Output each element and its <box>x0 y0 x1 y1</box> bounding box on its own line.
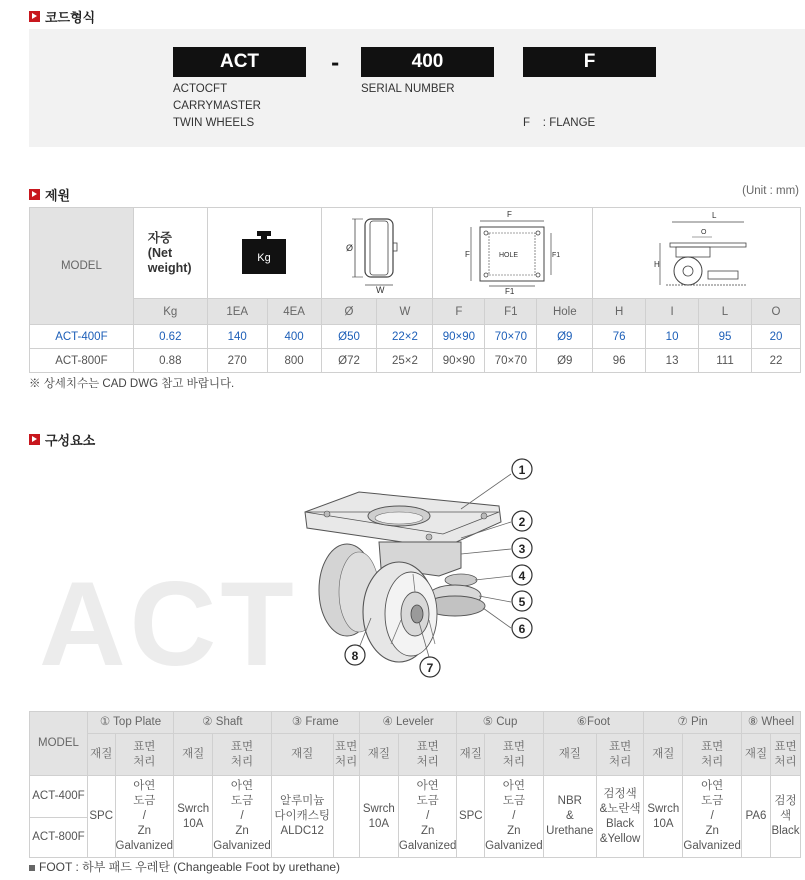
code-line: CARRYMASTER <box>173 100 261 112</box>
weight-header: 자중 (Net weight) <box>133 208 207 299</box>
group-pin: ⑦ Pin <box>644 712 742 734</box>
svg-text:4: 4 <box>518 569 526 583</box>
pin-surface: 아연 도금 / Zn Galvanized <box>683 776 742 858</box>
foot-note <box>29 858 340 875</box>
flange-dimension-diagram <box>463 209 563 295</box>
section-arrow-icon <box>29 189 40 200</box>
sub-surface: 표면 처리 <box>213 734 272 776</box>
watermark: ACT <box>39 557 298 691</box>
cup-material: SPC <box>457 776 485 858</box>
group-leveler: ④ Leveler <box>359 712 457 734</box>
parts-figure <box>29 450 805 700</box>
svg-text:Ø: Ø <box>345 242 353 253</box>
frame-surface <box>333 776 359 858</box>
value-cell: 90×90 <box>433 349 485 373</box>
value-cell: 95 <box>699 325 752 349</box>
code-description <box>361 81 494 98</box>
cad-note: ※ 상세치수는 CAD DWG 참고 바랍니다. <box>29 378 235 390</box>
section-title: 코드형식 <box>45 11 96 26</box>
unit-f1: F1 <box>485 299 537 325</box>
value-cell: Ø9 <box>537 325 593 349</box>
svg-text:W: W <box>375 284 385 295</box>
section-title: 제원 <box>45 189 71 204</box>
group-wheel: ⑧ Wheel <box>741 712 800 734</box>
code-label: ACT <box>173 47 306 77</box>
svg-text:7: 7 <box>426 661 434 675</box>
sub-material: 재질 <box>741 734 770 776</box>
code-separator: - <box>331 51 340 75</box>
sub-material: 재질 <box>543 734 596 776</box>
caster-exploded-drawing <box>29 450 805 700</box>
shaft-material: Swrch 10A <box>174 776 213 858</box>
group-foot: ⑥Foot <box>543 712 644 734</box>
svg-text:F: F <box>464 249 470 259</box>
bullet-square-icon <box>29 865 35 871</box>
value-cell: 111 <box>699 349 752 373</box>
code-description <box>523 81 656 166</box>
sub-material: 재질 <box>359 734 398 776</box>
value-cell: 22 <box>751 349 800 373</box>
section-header-code-format <box>29 7 95 26</box>
value-cell: 70×70 <box>485 349 537 373</box>
svg-text:F: F <box>506 209 512 219</box>
group-shaft: ② Shaft <box>174 712 272 734</box>
foot-surface: 검정색 &노란색 Black &Yellow <box>596 776 643 858</box>
value-cell: 70×70 <box>485 325 537 349</box>
code-line: TWIN WHEELS <box>173 117 255 129</box>
group-frame: ③ Frame <box>271 712 359 734</box>
sub-surface: 표면 처리 <box>596 734 643 776</box>
unit-1ea: 1EA <box>207 299 267 325</box>
sub-material: 재질 <box>271 734 333 776</box>
value-cell: 0.88 <box>133 349 207 373</box>
value-cell: 13 <box>646 349 699 373</box>
code-format-box <box>29 29 805 147</box>
callout-6 <box>512 618 532 638</box>
svg-text:Kg: Kg <box>257 251 271 264</box>
code-line: F : FLANGE <box>523 117 596 129</box>
value-cell: 22×2 <box>377 325 433 349</box>
wheel-material: PA6 <box>741 776 770 858</box>
pin-material: Swrch 10A <box>644 776 683 858</box>
unit-4ea: 4EA <box>267 299 321 325</box>
shaft-surface: 아연 도금 / Zn Galvanized <box>213 776 272 858</box>
sub-surface: 표면 처리 <box>683 734 742 776</box>
unit-kg: Kg <box>133 299 207 325</box>
unit-l: L <box>699 299 752 325</box>
unit-label: (Unit : mm) <box>742 185 799 197</box>
code-description <box>173 81 306 132</box>
value-cell: 270 <box>207 349 267 373</box>
svg-text:HOLE: HOLE <box>498 251 518 259</box>
code-block-act <box>173 47 306 132</box>
sub-material: 재질 <box>457 734 485 776</box>
group-cup: ⑤ Cup <box>457 712 543 734</box>
sub-surface: 표면 처리 <box>115 734 174 776</box>
frame-material: 알루미늄 다이캐스팅 ALDC12 <box>271 776 333 858</box>
table-row <box>30 325 801 349</box>
unit-i: I <box>646 299 699 325</box>
callout-8 <box>345 645 365 665</box>
group-top-plate: ① Top Plate <box>87 712 173 734</box>
callout-3 <box>512 538 532 558</box>
callout-4 <box>512 565 532 585</box>
model-header: MODEL <box>30 208 134 325</box>
code-block-serial <box>361 47 494 98</box>
model-cell: ACT-400F <box>30 325 134 349</box>
code-block-flange <box>523 47 656 166</box>
value-cell: 140 <box>207 325 267 349</box>
section-header-components <box>29 430 95 449</box>
svg-text:5: 5 <box>518 595 526 609</box>
svg-text:6: 6 <box>518 622 526 636</box>
section-arrow-icon <box>29 434 40 445</box>
cup-surface: 아연 도금 / Zn Galvanized <box>485 776 544 858</box>
value-cell: 400 <box>267 325 321 349</box>
top-plate-surface: 아연 도금 / Zn Galvanized <box>115 776 174 858</box>
top-plate-material: SPC <box>87 776 115 858</box>
value-cell: 96 <box>593 349 646 373</box>
callout-5 <box>512 591 532 611</box>
unit-f: F <box>433 299 485 325</box>
wheel-diagram-cell <box>321 208 433 299</box>
unit-w: W <box>377 299 433 325</box>
model-cell: ACT-800F <box>30 349 134 373</box>
unit-h: H <box>593 299 646 325</box>
svg-text:F1: F1 <box>504 286 515 295</box>
callout-1 <box>512 459 532 479</box>
leveler-surface: 아연 도금 / Zn Galvanized <box>398 776 457 858</box>
section-header-specs <box>29 185 70 204</box>
weight-icon <box>238 226 290 278</box>
section-arrow-icon <box>29 11 40 22</box>
svg-text:8: 8 <box>351 649 359 663</box>
value-cell: 20 <box>751 325 800 349</box>
unit-phi: Ø <box>321 299 377 325</box>
sub-surface: 표면 처리 <box>333 734 359 776</box>
value-cell: 90×90 <box>433 325 485 349</box>
code-line: SERIAL NUMBER <box>361 83 455 95</box>
value-cell: 25×2 <box>377 349 433 373</box>
value-cell: Ø50 <box>321 325 377 349</box>
svg-text:F1: F1 <box>551 251 560 259</box>
sub-material: 재질 <box>174 734 213 776</box>
foot-material: NBR & Urethane <box>543 776 596 858</box>
value-cell: 10 <box>646 325 699 349</box>
leveler-material: Swrch 10A <box>359 776 398 858</box>
svg-text:L: L <box>711 210 717 220</box>
table-row <box>30 776 801 818</box>
wheel-surface: 검정색 Black <box>771 776 801 858</box>
code-label: 400 <box>361 47 494 77</box>
value-cell: Ø9 <box>537 349 593 373</box>
foot-note-text: FOOT : 하부 패드 우레탄 (Changeable Foot by urethane) <box>39 860 341 874</box>
model-cell: ACT-400F <box>30 776 88 818</box>
unit-o: O <box>751 299 800 325</box>
sub-surface: 표면 처리 <box>485 734 544 776</box>
flange-diagram-cell <box>433 208 593 299</box>
callout-2 <box>512 511 532 531</box>
model-cell: ACT-800F <box>30 818 88 858</box>
value-cell: 0.62 <box>133 325 207 349</box>
wheel-dimension-diagram <box>337 209 417 295</box>
sub-material: 재질 <box>87 734 115 776</box>
sub-surface: 표면 처리 <box>771 734 801 776</box>
svg-text:H: H <box>653 259 660 269</box>
model-header: MODEL <box>30 712 88 776</box>
components-table <box>29 711 801 858</box>
value-cell: Ø72 <box>321 349 377 373</box>
value-cell: 800 <box>267 349 321 373</box>
side-dimension-diagram <box>642 209 752 295</box>
table-row <box>30 349 801 373</box>
callout-7 <box>420 657 440 677</box>
spec-table <box>29 207 801 373</box>
svg-text:O: O <box>700 228 707 236</box>
unit-hole: Hole <box>537 299 593 325</box>
svg-text:3: 3 <box>518 542 526 556</box>
svg-text:2: 2 <box>518 515 526 529</box>
section-title: 구성요소 <box>45 434 96 449</box>
code-line: ACTOCFT <box>173 83 228 95</box>
value-cell: 76 <box>593 325 646 349</box>
sub-material: 재질 <box>644 734 683 776</box>
weight-icon-cell <box>207 208 321 299</box>
svg-text:1: 1 <box>518 463 526 477</box>
code-label: F <box>523 47 656 77</box>
sub-surface: 표면 처리 <box>398 734 457 776</box>
side-diagram-cell <box>593 208 801 299</box>
